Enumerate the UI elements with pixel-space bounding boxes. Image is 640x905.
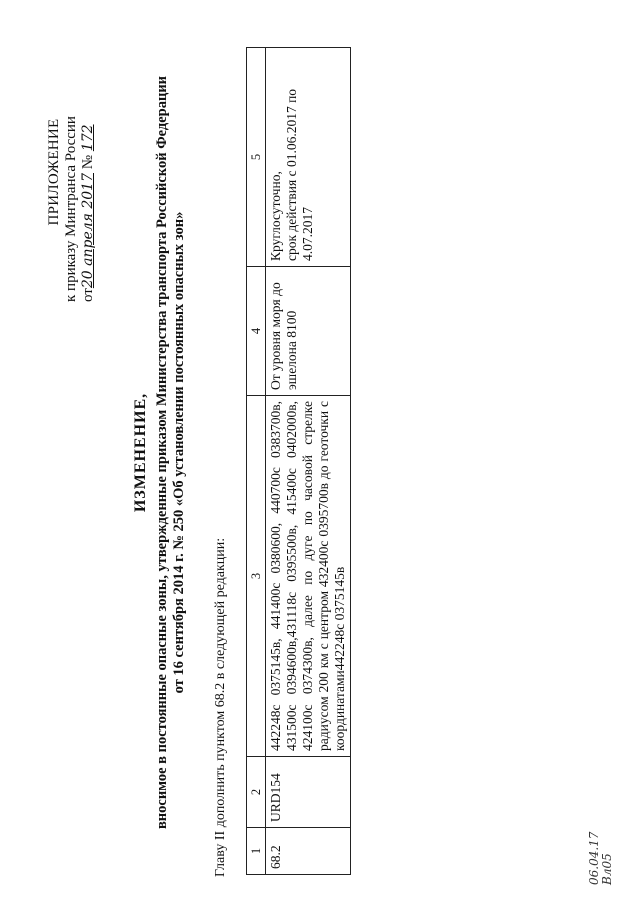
appendix-number-label: № <box>80 154 96 170</box>
appendix-date-line <box>80 42 97 302</box>
appendix-number-handwritten: 172 <box>80 124 96 152</box>
column-number-2: 2 <box>247 757 266 828</box>
document-heading <box>132 0 188 905</box>
cell-schedule <box>266 48 351 267</box>
cell-item-number: 68.2 <box>266 828 351 875</box>
heading-title: ИЗМЕНЕНИЕ, <box>132 392 149 513</box>
cell-zone-id: URD154 <box>266 757 351 828</box>
stamp-initials: Вл05 <box>600 853 614 885</box>
column-number-1: 1 <box>247 828 266 875</box>
column-number-4: 4 <box>247 267 266 396</box>
heading-line1: вносимое в постоянные опасные зоны, утвержденные приказом Министерства транспорта Российской Федерации <box>154 75 170 830</box>
table-row <box>266 48 351 875</box>
schedule-line2: срок действия с 01.06.2017 по 4.07.2017 <box>284 88 315 261</box>
heading-line2: от 16 сентября 2014 г. № 250 «Об установлении постоянных опасных зон» <box>171 211 187 694</box>
danger-zones-table <box>246 47 351 875</box>
cell-coordinates: 442248с 0375145в, 441400с 0380600, 440700с 0383700в, 431500с 0394600в,431118с 0395500в, 415400с 0402000в, 424100с 0374300в, далее по дуге по часовой стрелке радиусом 200 км с центром 432400с 0395700в до геоточки с координатами442248с 0375145в <box>266 396 351 757</box>
column-number-5: 5 <box>247 48 266 267</box>
appendix-prefix: от <box>80 288 96 302</box>
column-number-row <box>247 48 266 875</box>
schedule-line1: Круглосуточно, <box>268 171 283 261</box>
appendix-block <box>46 42 97 302</box>
appendix-date-handwritten: 20 апреля 2017 <box>80 173 96 289</box>
appendix-order-line <box>63 42 80 302</box>
appendix-line1: к приказу Минтранса России <box>63 116 79 302</box>
stamp-date: 06.04.17 <box>587 831 601 885</box>
intro-text: Главу II дополнить пунктом 68.2 в следующей редакции: <box>213 537 228 877</box>
handwritten-stamp <box>588 832 614 885</box>
appendix-title: ПРИЛОЖЕНИЕ <box>46 118 62 226</box>
cell-altitude: От уровня моря до эшелона 8100 <box>266 267 351 396</box>
column-number-3: 3 <box>247 396 266 757</box>
